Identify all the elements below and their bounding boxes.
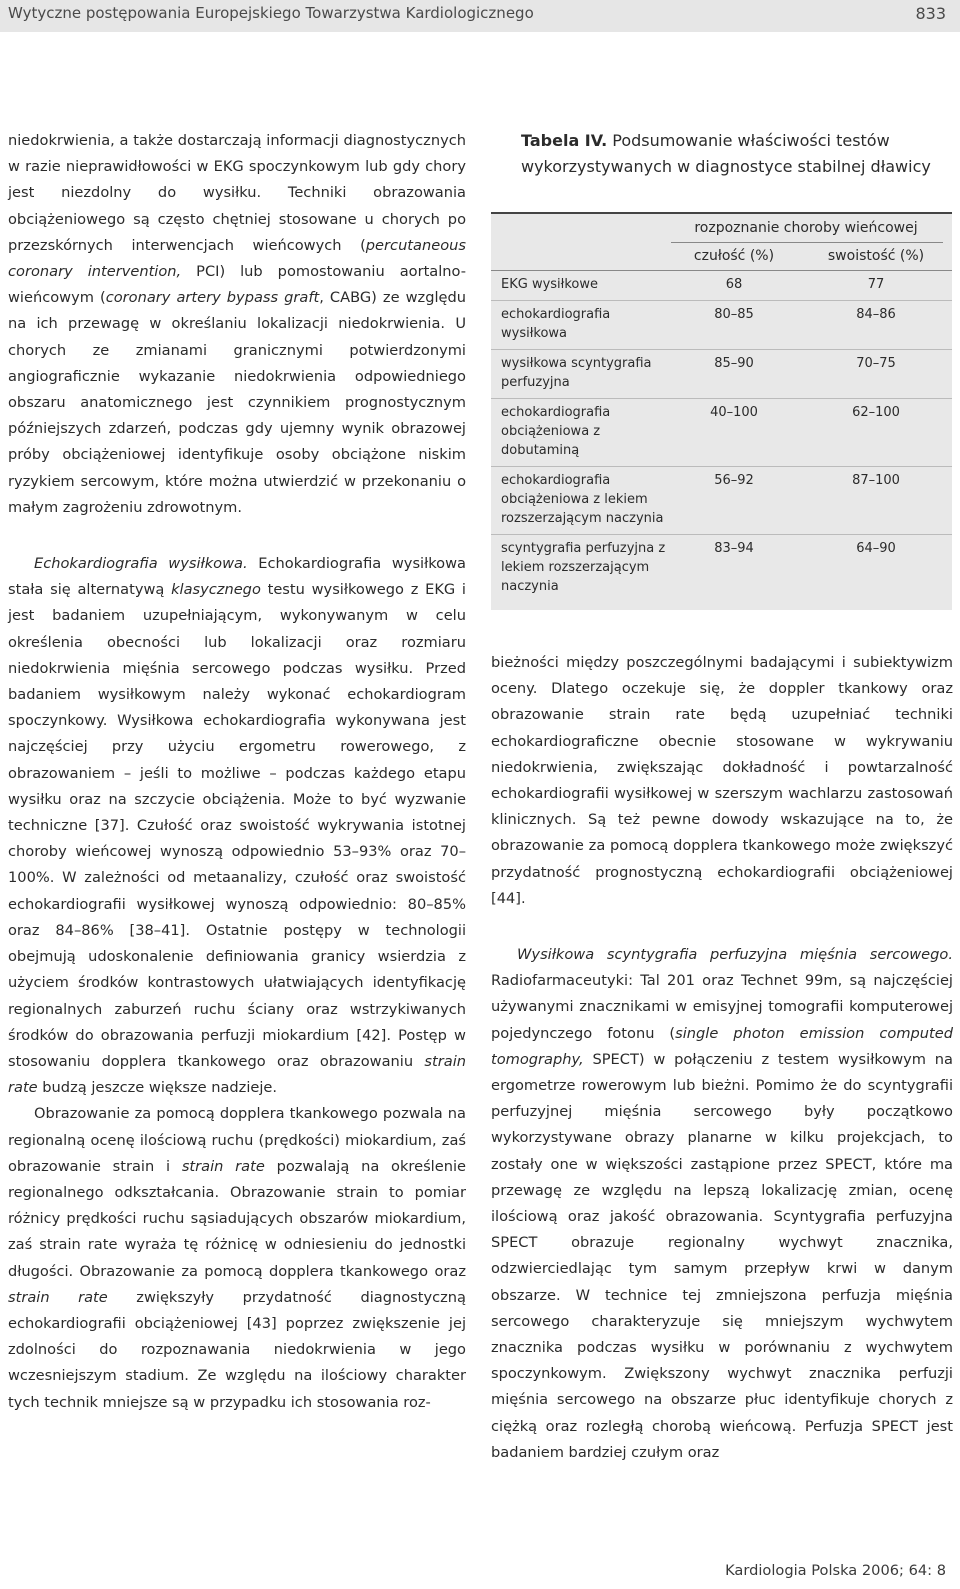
- table-row: [491, 301, 952, 350]
- text-run: testu wysiłkowego z EKG i jest badaniem uzupełniającym, wykonywanym w celu określenia obecności lub lokalizacji oraz rozmiaru niedokrwienia mięśnia sercowego podczas wysiłku. Przed badaniem wysiłkowym należy wykonać echokardiogram spoczynkowy. Wysiłkowa echokardiografia wykonywana jest najczęściej przy użyciu ergometru rowerowego, z obrazowaniem – jeśli to możliwe – podczas każdego etapu wysiłku oraz na szczycie obciążenia. Może to być wyzwanie techniczne [37]. Czułość oraz swoistość wykrywania istotnej choroby wieńcowej wynoszą odpowiednio 53–93% oraz 70–100%. W zależności od metaanalizy, czułość oraz swoistość echokardiografii wysiłkowej wynoszą odpowiednio: 80–85% oraz 84–86% [38–41]. Ostatnie postępy w technologii obejmują udoskonalenie definiowania granicy wsierdzia z użyciem środków kontrastowych ułatwiających identyfikację regionalnych zaburzeń ruchu ściany oraz wstrzykiwanych środków do obrazowania perfuzji miokardium [42]. Postęp w stosowaniu dopplera tkankowego oraz obrazowaniu: [8, 581, 466, 1070]
- section-lead-in: Wysiłkowa scyntygrafia perfuzyjna mięśnia sercowego.: [517, 946, 953, 964]
- text-run: budzą jeszcze większe nadzieje.: [37, 1079, 278, 1097]
- text-run: zwiększyły przydatność diagnostyczną echokardiografii obciążeniowej [43] poprzez zwiększenie jej zdolności do rozpoznawania niedokrwienia w jego wczesniejszym stadium. Ze względu na ilościowy charakter tych technik mniejsze są w przypadku ich stosowania roz-: [8, 1288, 466, 1411]
- sensitivity-cell: 80–85: [714, 307, 754, 322]
- paragraph-strain-rate: bieżności między poszczególnymi badającymi i subiektywizm oceny. Dlatego oczekuje się, że doppler tkankowy oraz obrazowanie strain rate będą uzupełniać techniki echokardiograficzne obecnie stosowane w wykrywaniu niedokrwienia, zwiększając dokładność i powtarzalność echokardiografii wysiłkowej w szerszym wachlarzu zastosowań klinicznych. Są też pewne dowody wskazujące na to, że obrazowanie za pomocą dopplera tkankowego może zwiększyć przydatność prognostyczną echokardiografii obciążeniowej [44].: [491, 654, 953, 907]
- sensitivity-cell: 68: [725, 277, 743, 292]
- paragraph-stress-echo: [8, 551, 466, 1101]
- running-header: [0, 0, 960, 32]
- test-name-cell: echokardiografia obciążeniowa z dobutaminą: [501, 405, 611, 458]
- test-name-cell: scyntygrafia perfuzyjna z lekiem rozszerzającym naczynia: [501, 541, 666, 594]
- column-header-specificity: swoistość (%): [827, 248, 925, 264]
- group-header: rozpoznanie choroby wieńcowej: [694, 220, 918, 236]
- journal-running-title: Wytyczne postępowania Europejskiego Towarzystwa Kardiologicznego: [8, 4, 534, 22]
- italic-term: klasycznego: [171, 581, 261, 599]
- italic-term: percutaneous coronary intervention,: [8, 236, 466, 281]
- text-run: Obrazowanie za pomocą dopplera tkankowego pozwala na regionalną ocenę ilościową ruchu (prędkości) miokardium, zaś obrazowanie strain i: [8, 1105, 466, 1175]
- test-name-cell: EKG wysiłkowe: [501, 277, 598, 292]
- text-run: Radiofarmaceutyki: Tal 201 oraz Technet 99m, są najczęściej używanymi znacznikami w emisyjnej tomografii komputerowej pojedynczego fotonu (: [491, 972, 953, 1042]
- text-run: PCI) lub pomostowaniu aortalno-wieńcowym (: [8, 263, 467, 307]
- specificity-cell: 64–90: [856, 541, 896, 556]
- table-header: [491, 214, 952, 271]
- table-caption: [521, 128, 941, 180]
- text-run: niedokrwienia, a także dostarczają informacji diagnostycznych w razie nieprawidłowości w EKG spoczynkowym lub gdy chory jest niezdolny do wysiłku. Techniki obrazowania obciążeniowego są często chętniej stosowane u chorych po przezskórnych interwencjach wieńcowych (: [8, 132, 466, 254]
- specificity-cell: 77: [867, 277, 885, 292]
- text-run: , CABG) ze względu na ich przewagę w określaniu lokalizacji niedokrwienia. U chorych ze zmianami granicznymi potwierdzonymi angiograficznie wykazanie niedokrwienia odpowiedniego obszaru anatomicznego jest czynnikiem prognostycznym późniejszych zdarzeń, podczas gdy ujemny wynik obrazowej próby obciążeniowej identyfikuje osoby obciążone niskim ryzykiem sercowym, które można utwierdzić w przekonaniu o małym zagrożeniu zdrowotnym.: [8, 289, 466, 516]
- specificity-cell: 70–75: [856, 356, 896, 371]
- sensitivity-cell: 40–100: [710, 405, 758, 420]
- journal-citation-footer: Kardiologia Polska 2006; 64: 8: [725, 1562, 946, 1579]
- sensitivity-cell: 85–90: [714, 356, 754, 371]
- table-caption-text: Podsumowanie właściwości testów wykorzystywanych w diagnostyce stabilnej dławicy: [521, 131, 931, 176]
- table-row: [491, 271, 952, 301]
- test-properties-table: [491, 212, 952, 610]
- left-column: [8, 128, 466, 1416]
- paragraph-tissue-doppler: [8, 1101, 466, 1415]
- table-row: [491, 399, 952, 467]
- section-lead-in: Echokardiografia wysiłkowa.: [34, 555, 248, 573]
- italic-term: strain rate: [181, 1157, 265, 1175]
- header-divider: [671, 242, 943, 243]
- test-name-cell: echokardiografia obciążeniowa z lekiem rozszerzającym naczynia: [501, 473, 664, 526]
- right-column: [491, 650, 953, 1466]
- italic-term: strain rate: [8, 1052, 466, 1097]
- sensitivity-cell: 56–92: [714, 473, 754, 488]
- text-run: pozwalają na określenie regionalnego odkształcania. Obrazowanie strain to pomiar różnicy prędkości ruchu sąsiadujących obszarów miokardium, zaś strain rate wyraża tę różnicę w odniesieniu do jednostki długości. Obrazowanie za pomocą dopplera tkankowego oraz: [8, 1157, 466, 1280]
- paragraph-spect: [491, 942, 953, 1466]
- test-name-cell: wysiłkowa scyntygrafia perfuzyjna: [501, 356, 652, 390]
- table-row: [491, 535, 952, 610]
- table-label: Tabela IV.: [521, 131, 608, 150]
- text-run: Echokardiografia wysiłkowa stała się alternatywą: [8, 555, 466, 599]
- text-run: SPECT) w połączeniu z testem wysiłkowym na ergometrze rowerowym lub bieżni. Pomimo że do scyntygrafii perfuzyjnej mięśnia sercowego były początkowo wykorzystywane obrazy planarne w kilku projekcjach, to zostały one w większości zastąpione przez SPECT, które ma przewagę ze względu na lepszą lokalizację zmian, ocenę ilościową oraz jakość obrazowania. Scyntygrafia perfuzyjna SPECT obrazuje regionalny wychwyt znacznika, odzwierciedlając tym samym przepływ krwi w danym obszarze. W technice tej zmniejszona perfuzja mięśnia sercowego charakteryzuje się mniejszym wychwytem znacznika podczas wysiłku w porównaniu z wychwytem spoczynkowym. Zwiększony wychwyt znacznika perfuzji mięśnia sercowego na obszarze płuc identyfikuje chorych z ciężką oraz rozległą chorobą wieńcową. Perfuzja SPECT jest badaniem bardziej czułym oraz: [491, 1050, 953, 1461]
- specificity-cell: 87–100: [852, 473, 900, 488]
- table-row: [491, 467, 952, 535]
- specificity-cell: 62–100: [852, 405, 900, 420]
- italic-term: coronary artery bypass graft: [105, 289, 320, 307]
- paragraph-imaging-intro: [8, 128, 466, 521]
- table-row: [491, 350, 952, 399]
- specificity-cell: 84–86: [856, 307, 896, 322]
- italic-term: single photon emission computed tomography,: [491, 1024, 954, 1068]
- sensitivity-cell: 83–94: [714, 541, 754, 556]
- test-name-cell: echokardiografia wysiłkowa: [501, 307, 611, 341]
- italic-term: strain rate: [8, 1288, 108, 1306]
- column-header-sensitivity: czułość (%): [693, 248, 775, 264]
- page-number: 833: [915, 4, 946, 23]
